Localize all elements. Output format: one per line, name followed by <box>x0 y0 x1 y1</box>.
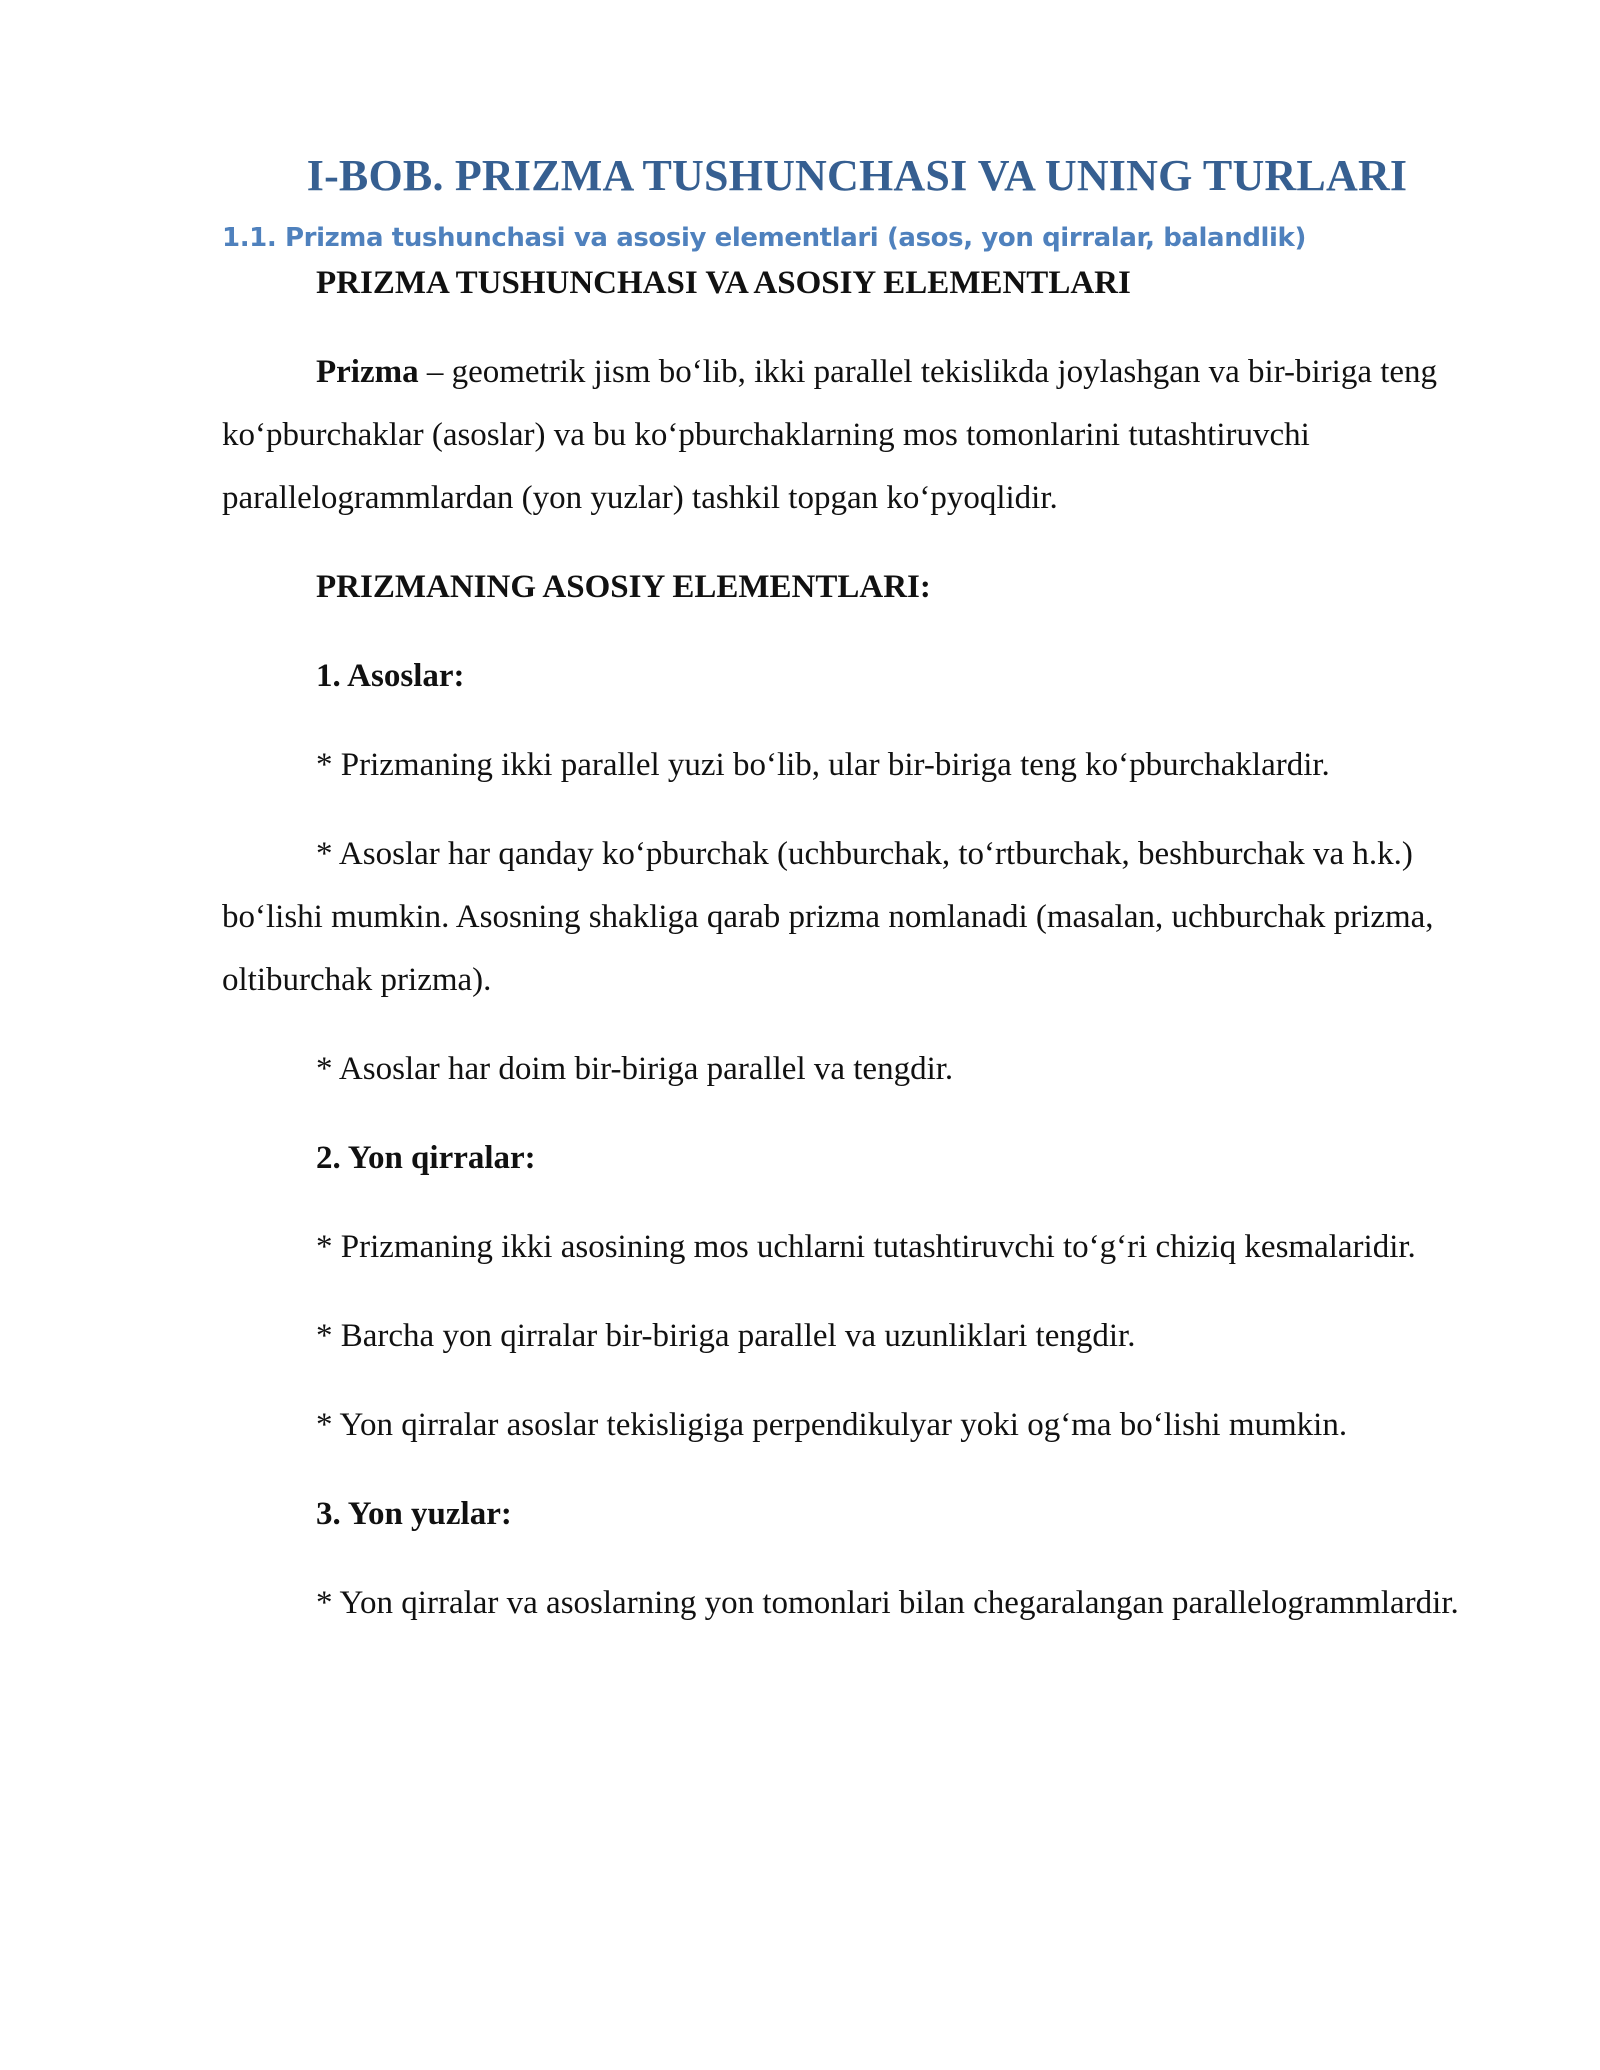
item2-heading: 2. Yon qirralar: <box>316 1140 536 1176</box>
page-content <box>222 146 1492 1635</box>
item2-bullet-2: * Barcha yon qirralar bir-biriga parallel va uzunliklari tengdir. <box>316 1318 1136 1354</box>
definition-paragraph <box>222 341 1492 530</box>
item1-bullet-3: * Asoslar har doim bir-biriga parallel va tengdir. <box>316 1051 954 1087</box>
item1-bullet-2: * Asoslar har qanday ko‘pburchak (uchburchak, to‘rtburchak, beshburchak va h.k.) bo‘lishi mumkin. Asosning shakliga qarab prizma nomlanadi (masalan, uchburchak prizma, oltiburchak prizma). <box>222 836 1434 998</box>
elements-heading: PRIZMANING ASOSIY ELEMENTLARI: <box>316 569 931 605</box>
definition-text: – geometrik jism bo‘lib, ikki parallel tekislikda joylashgan va bir-biriga teng ko‘pburchaklar (asoslar) va bu ko‘pburchaklarning mos tomonlarini tutashtiruvchi parallelogrammlardan (yon yuzlar) tashkil topgan ko‘pyoqlidir. <box>222 354 1438 516</box>
item2-bullet-1: * Prizmaning ikki asosining mos uchlarni tutashtiruvchi to‘g‘ri chiziq kesmalaridir. <box>316 1229 1416 1265</box>
item3-bullet-1: * Yon qirralar va asoslarning yon tomonlari bilan chegaralangan parallelogrammlardir. <box>316 1585 1459 1621</box>
item2-bullet-3: * Yon qirralar asoslar tekisligiga perpendikulyar yoki og‘ma bo‘lishi mumkin. <box>316 1407 1348 1443</box>
item1-bullet-1: * Prizmaning ikki parallel yuzi bo‘lib, ular bir-biriga teng ko‘pburchaklardir. <box>316 747 1330 783</box>
chapter-title: I-BOB. PRIZMA TUSHUNCHASI VA UNING TURLARI <box>306 151 1408 200</box>
item1-heading: 1. Asoslar: <box>316 658 465 694</box>
main-heading: PRIZMA TUSHUNCHASI VA ASOSIY ELEMENTLARI <box>316 265 1131 301</box>
definition-term: Prizma <box>316 354 419 390</box>
item3-heading: 3. Yon yuzlar: <box>316 1496 512 1532</box>
section-heading: 1.1. Prizma tushunchasi va asosiy elementlari (asos, yon qirralar, balandlik) <box>222 223 1306 253</box>
